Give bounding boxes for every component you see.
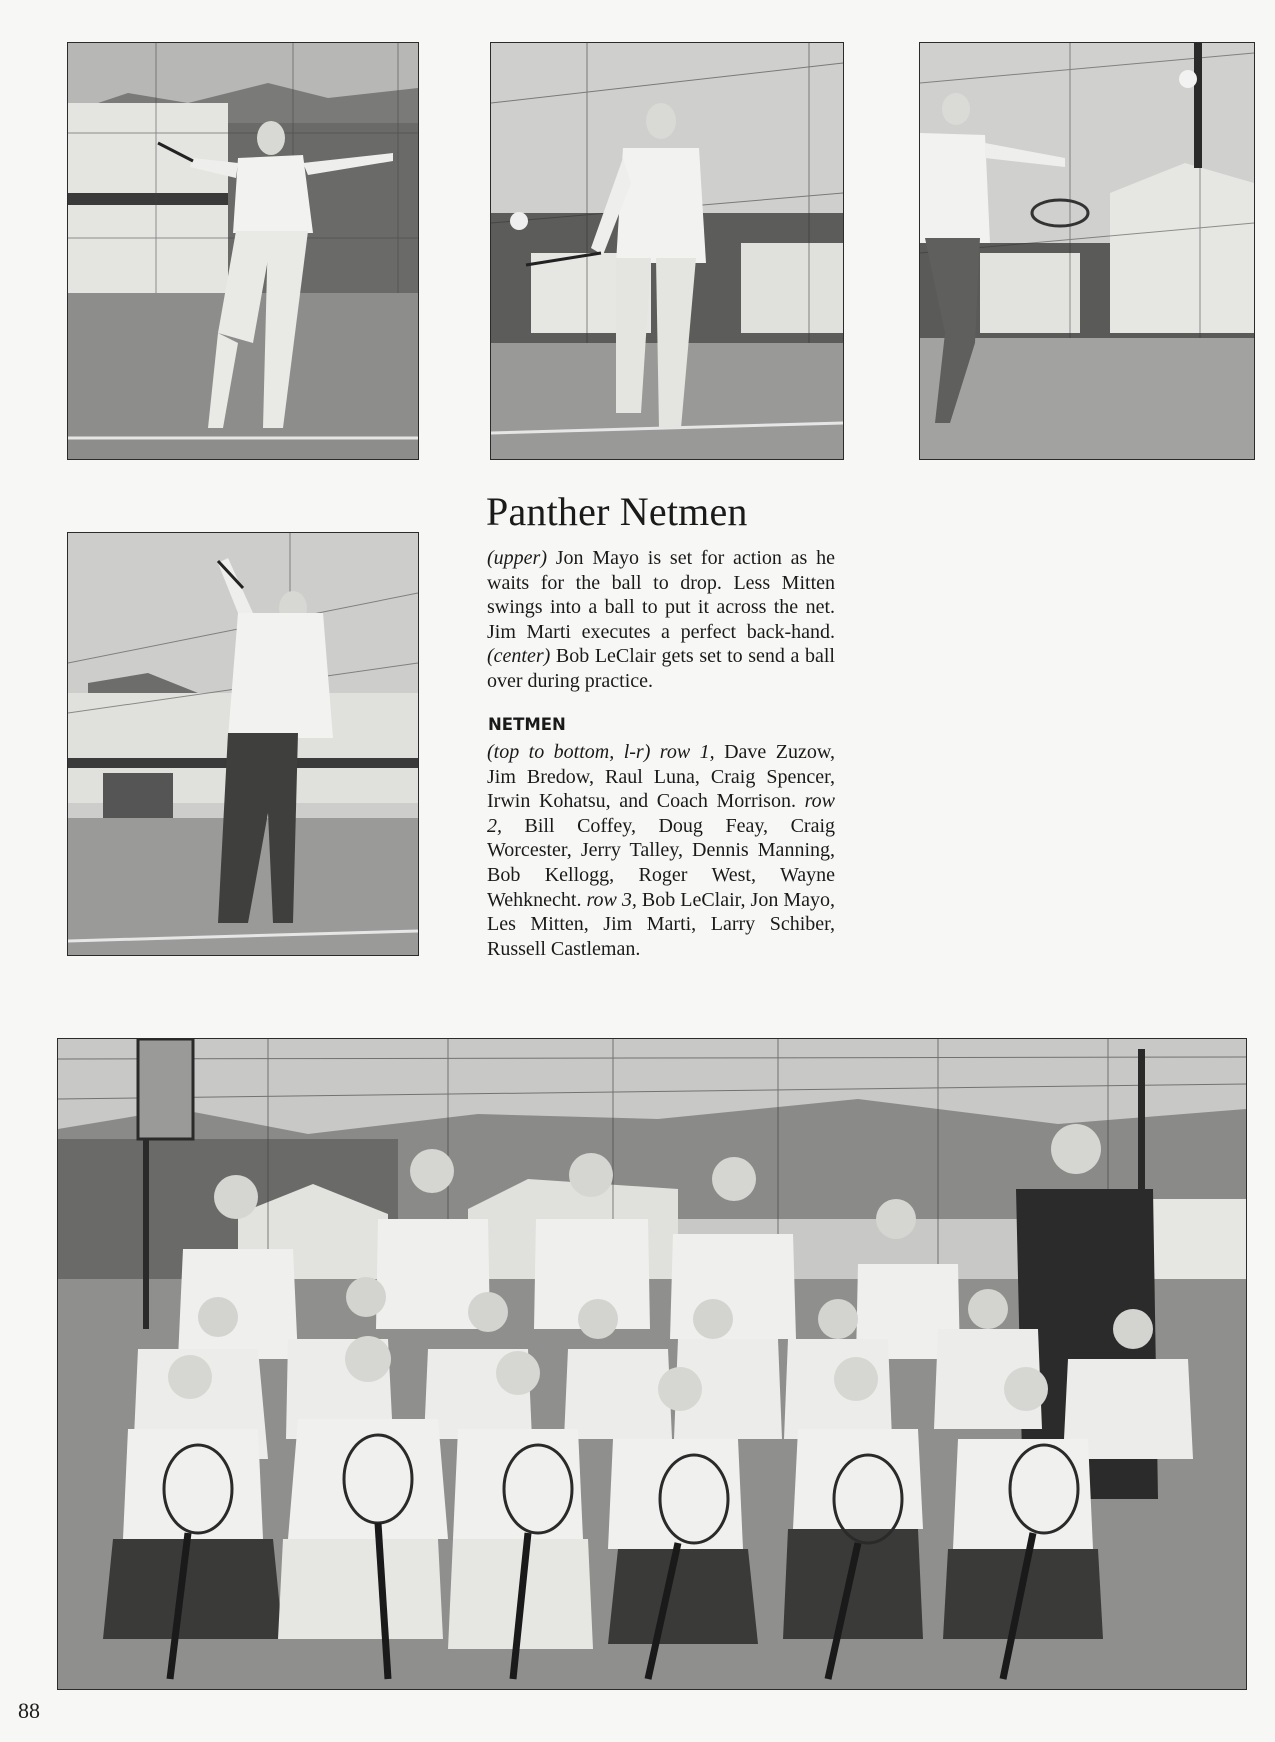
- roster-order-label: (top to bottom, l-r) row 1,: [487, 741, 715, 763]
- roster-row-2: Bill Coffey, Doug Feay, Craig Worcester, Jerry Talley, Dennis Manning, Bob Kellogg, Roger West, Wayne Wehknecht.: [487, 814, 835, 911]
- netmen-roster: [487, 740, 835, 961]
- page-title: Panther Netmen: [486, 489, 748, 534]
- photo-bob-leclair: [67, 532, 419, 956]
- photo-less-mitten: [490, 42, 844, 460]
- roster-row-1: Dave Zuzow, Jim Bredow, Raul Luna, Craig Spencer, Irwin Kohatsu, and Coach Morrison.: [487, 741, 836, 813]
- netmen-heading: NETMEN: [488, 715, 566, 734]
- caption-upper-text: Jon Mayo is set for action as he waits for the ball to drop. Less Mitten swings into a ball to put it across the net. Jim Marti executes a perfect back-hand.: [487, 547, 835, 643]
- team-photo: [57, 1038, 1247, 1690]
- photo-jim-marti: [919, 42, 1255, 460]
- page-number: 88: [18, 1698, 40, 1723]
- photo-jon-mayo: [67, 42, 419, 460]
- roster-row-2-label: row 2,: [487, 790, 835, 837]
- caption-center-text: Bob LeClair gets set to send a ball over during practice.: [487, 645, 835, 692]
- caption-upper-label: (upper): [487, 547, 547, 569]
- photo-caption: [487, 546, 835, 694]
- roster-row-3-label: row 3,: [586, 888, 637, 911]
- roster-row-3: Bob LeClair, Jon Mayo, Les Mitten, Jim Marti, Larry Schiber, Russell Castleman.: [487, 888, 835, 960]
- caption-center-label: (center): [487, 645, 551, 668]
